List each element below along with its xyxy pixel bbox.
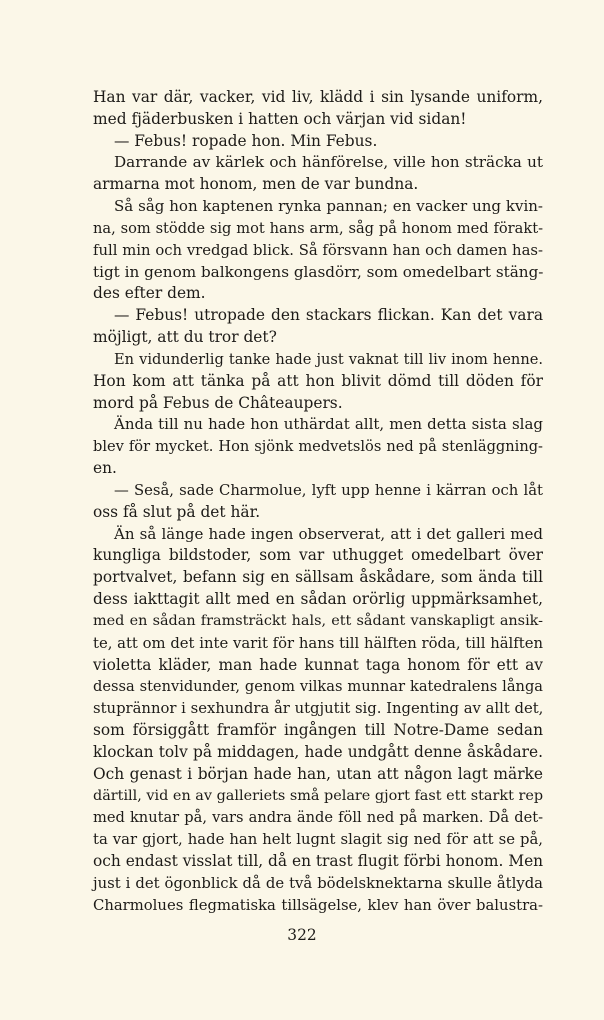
text-line: violetta kläder, man hade kunnat taga honom för ett av bbox=[93, 655, 543, 674]
text-line: tigt in genom balkongens glasdörr, som omedelbart stäng- bbox=[93, 262, 544, 281]
text-line: — Febus! ropade hon. Min Febus. bbox=[114, 131, 378, 150]
body-text bbox=[93, 87, 543, 916]
text-line: full min och vredgad blick. Så försvann han och damen has- bbox=[93, 241, 543, 259]
text-line: des efter dem. bbox=[93, 284, 206, 303]
text-line: ta var gjort, hade han helt lugnt slagit sig ned för att se på, bbox=[93, 831, 543, 849]
text-line: Än så länge hade ingen observerat, att i det galleri med bbox=[114, 524, 543, 543]
text-line: te, att om det inte varit för hans till hälften röda, till hälften bbox=[93, 634, 543, 652]
text-line: och endast visslat till, då en trast flugit förbi honom. Men bbox=[93, 851, 544, 870]
text-line: Charmolues flegmatiska tillsägelse, klev han över balustra- bbox=[93, 896, 543, 914]
text-line: na, som stödde sig mot hans arm, såg på honom med förakt- bbox=[93, 219, 543, 237]
text-line: Så såg hon kaptenen rynka pannan; en vacker ung kvin- bbox=[114, 197, 543, 216]
text-line: En vidunderlig tanke hade just vaknat till liv inom henne. bbox=[114, 350, 543, 368]
text-line: dess iakttagit allt med en sådan orörlig uppmärksamhet, bbox=[93, 590, 543, 609]
text-line: dessa stenvidunder, genom vilkas munnar katedralens långa bbox=[93, 678, 543, 696]
text-line: armarna mot honom, men de var bundna. bbox=[93, 175, 419, 194]
text-line: blev för mycket. Hon sjönk medvetslös ned på stenläggning- bbox=[93, 438, 543, 456]
text-line: kungliga bildstoder, som var uthugget omedelbart över bbox=[93, 546, 543, 565]
text-line: — Febus! utropade den stackars flickan. Kan det vara bbox=[114, 306, 543, 325]
text-line: Han var där, vacker, vid liv, klädd i sin lysande uniform, bbox=[93, 88, 543, 106]
text-line: mord på Febus de Châteaupers. bbox=[93, 393, 343, 412]
text-line: Ända till nu hade hon uthärdat allt, men detta sista slag bbox=[114, 415, 543, 434]
text-line: som försiggått framför ingången till Notre-Dame sedan bbox=[93, 721, 543, 740]
text-line: Darrande av kärlek och hänförelse, ville hon sträcka ut bbox=[114, 153, 543, 172]
text-line: Och genast i början hade han, utan att någon lagt märke bbox=[93, 764, 543, 783]
text-line: oss få slut på det här. bbox=[93, 502, 261, 521]
text-line: möjligt, att du tror det? bbox=[93, 328, 277, 347]
text-line: — Seså, sade Charmolue, lyft upp henne i kärran och låt bbox=[114, 481, 543, 499]
text-line: med en sådan framsträckt hals, ett sådant vanskapligt ansik- bbox=[93, 612, 543, 629]
text-line: portvalvet, befann sig en sällsam åskådare, som ända till bbox=[93, 568, 543, 587]
text-line: just i det ögonblick då de två bödelsknektarna skulle åtlyda bbox=[93, 874, 543, 892]
text-line: Hon kom att tänka på att hon blivit dömd till döden för bbox=[93, 371, 543, 390]
text-line: med knutar på, vars andra ände föll ned på marken. Då det- bbox=[93, 809, 543, 827]
text-line: därtill, vid en av galleriets små pelare gjort fast ett starkt rep bbox=[93, 787, 544, 804]
text-line: med fjäderbusken i hatten och värjan vid sidan! bbox=[93, 109, 467, 128]
text-line: stuprännor i sexhundra år utgjutit sig. Ingenting av allt det, bbox=[93, 700, 544, 718]
text-line: en. bbox=[93, 459, 117, 478]
text-line: klockan tolv på middagen, hade undgått denne åskådare. bbox=[93, 742, 543, 761]
page-number: 322 bbox=[287, 926, 317, 944]
